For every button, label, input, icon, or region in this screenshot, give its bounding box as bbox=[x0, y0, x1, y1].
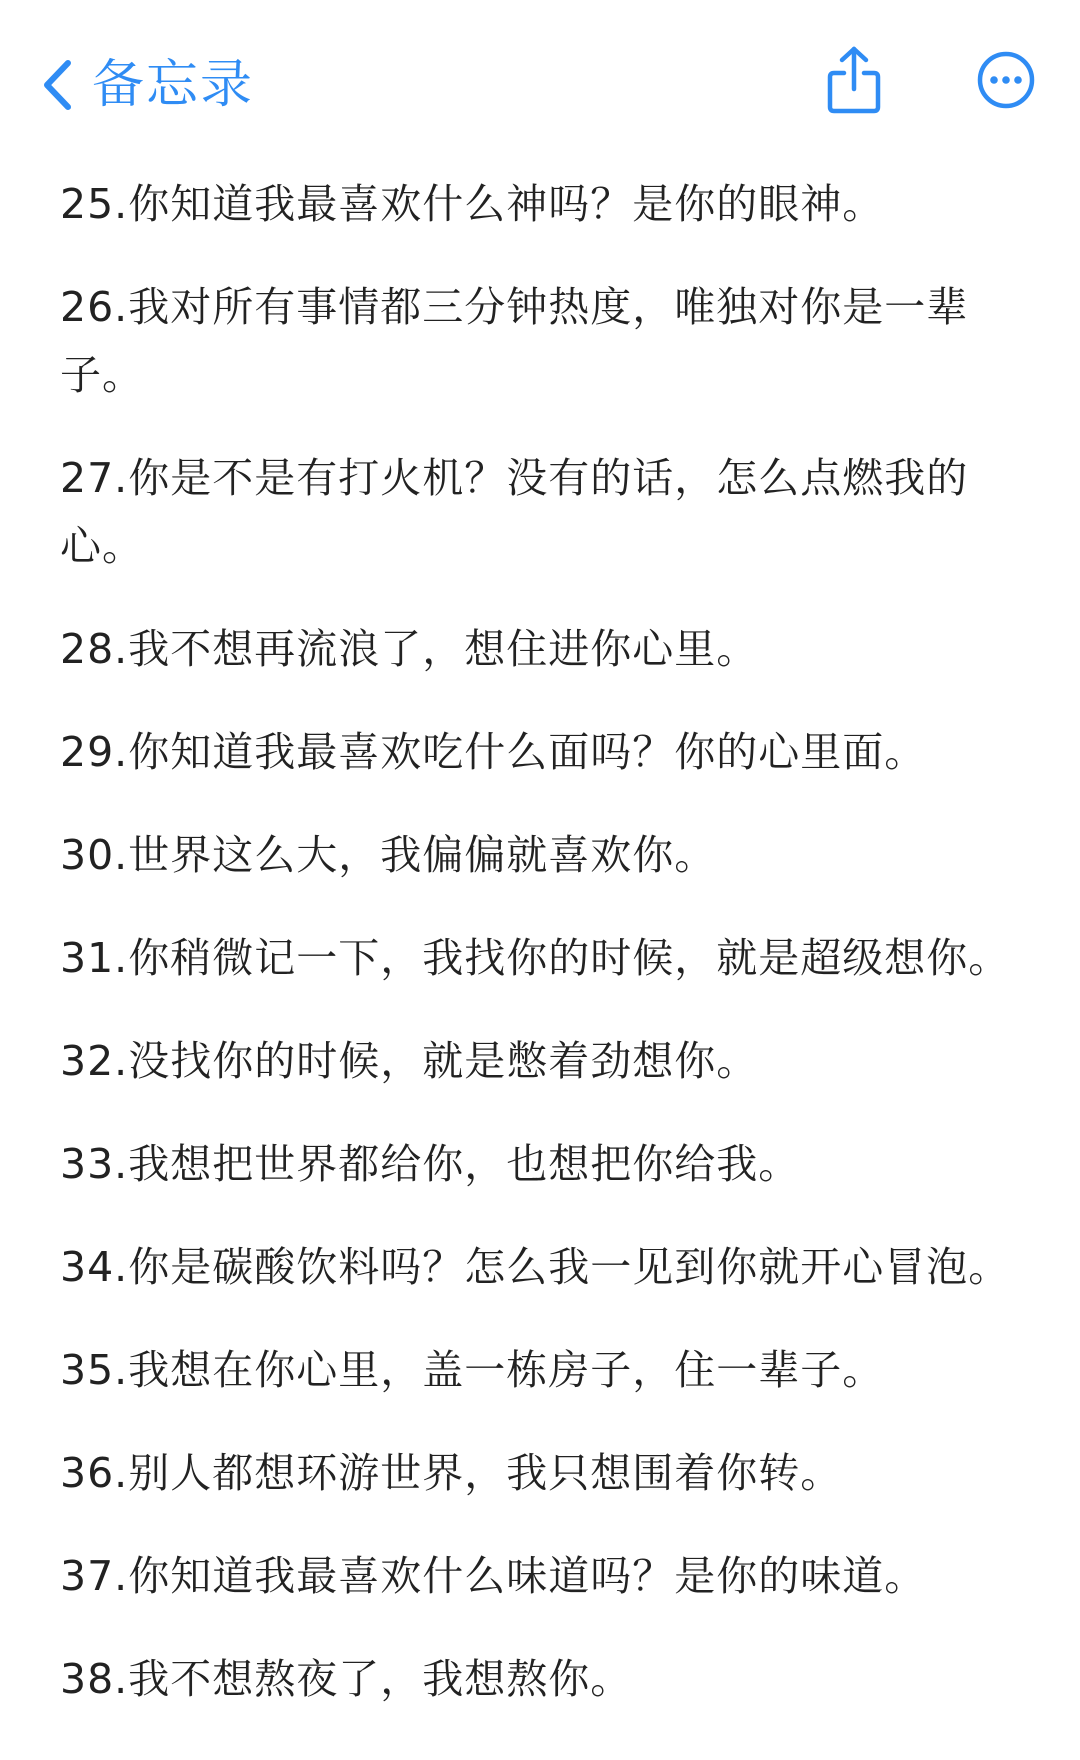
note-line-26: 26.我对所有事情都三分钟热度，唯独对你是一辈子。 bbox=[60, 283, 969, 399]
note-line-28: 28.我不想再流浪了，想住进你心里。 bbox=[60, 625, 759, 673]
note-line-30: 30.世界这么大，我偏偏就喜欢你。 bbox=[60, 831, 717, 879]
note-line-25: 25.你知道我最喜欢什么神吗？是你的眼神。 bbox=[60, 180, 885, 228]
chevron-left-icon bbox=[40, 57, 74, 113]
note-line-37: 37.你知道我最喜欢什么味道吗？是你的味道。 bbox=[60, 1552, 927, 1600]
note-line-29: 29.你知道我最喜欢吃什么面吗？你的心里面。 bbox=[60, 728, 927, 776]
back-button[interactable] bbox=[40, 45, 254, 125]
share-icon bbox=[824, 45, 884, 119]
note-line-33: 33.我想把世界都给你，也想把你给我。 bbox=[60, 1140, 801, 1188]
note-line-35: 35.我想在你心里，盖一栋房子，住一辈子。 bbox=[60, 1346, 885, 1394]
note-line-34: 34.你是碳酸饮料吗？怎么我一见到你就开心冒泡。 bbox=[60, 1243, 1011, 1291]
note-line-38: 38.我不想熬夜了，我想熬你。 bbox=[60, 1655, 633, 1703]
more-button[interactable] bbox=[966, 42, 1046, 122]
note-content[interactable] bbox=[60, 170, 1030, 1748]
more-icon bbox=[976, 50, 1036, 114]
back-label: 备忘录 bbox=[92, 55, 255, 115]
note-line-32: 32.没找你的时候，就是憋着劲想你。 bbox=[60, 1037, 759, 1085]
note-line-31: 31.你稍微记一下，我找你的时候，就是超级想你。 bbox=[60, 934, 1011, 982]
share-button[interactable] bbox=[814, 42, 894, 122]
note-line-36: 36.别人都想环游世界，我只想围着你转。 bbox=[60, 1449, 843, 1497]
navigation-bar bbox=[0, 0, 1080, 160]
note-line-27: 27.你是不是有打火机？没有的话，怎么点燃我的心。 bbox=[60, 454, 969, 570]
